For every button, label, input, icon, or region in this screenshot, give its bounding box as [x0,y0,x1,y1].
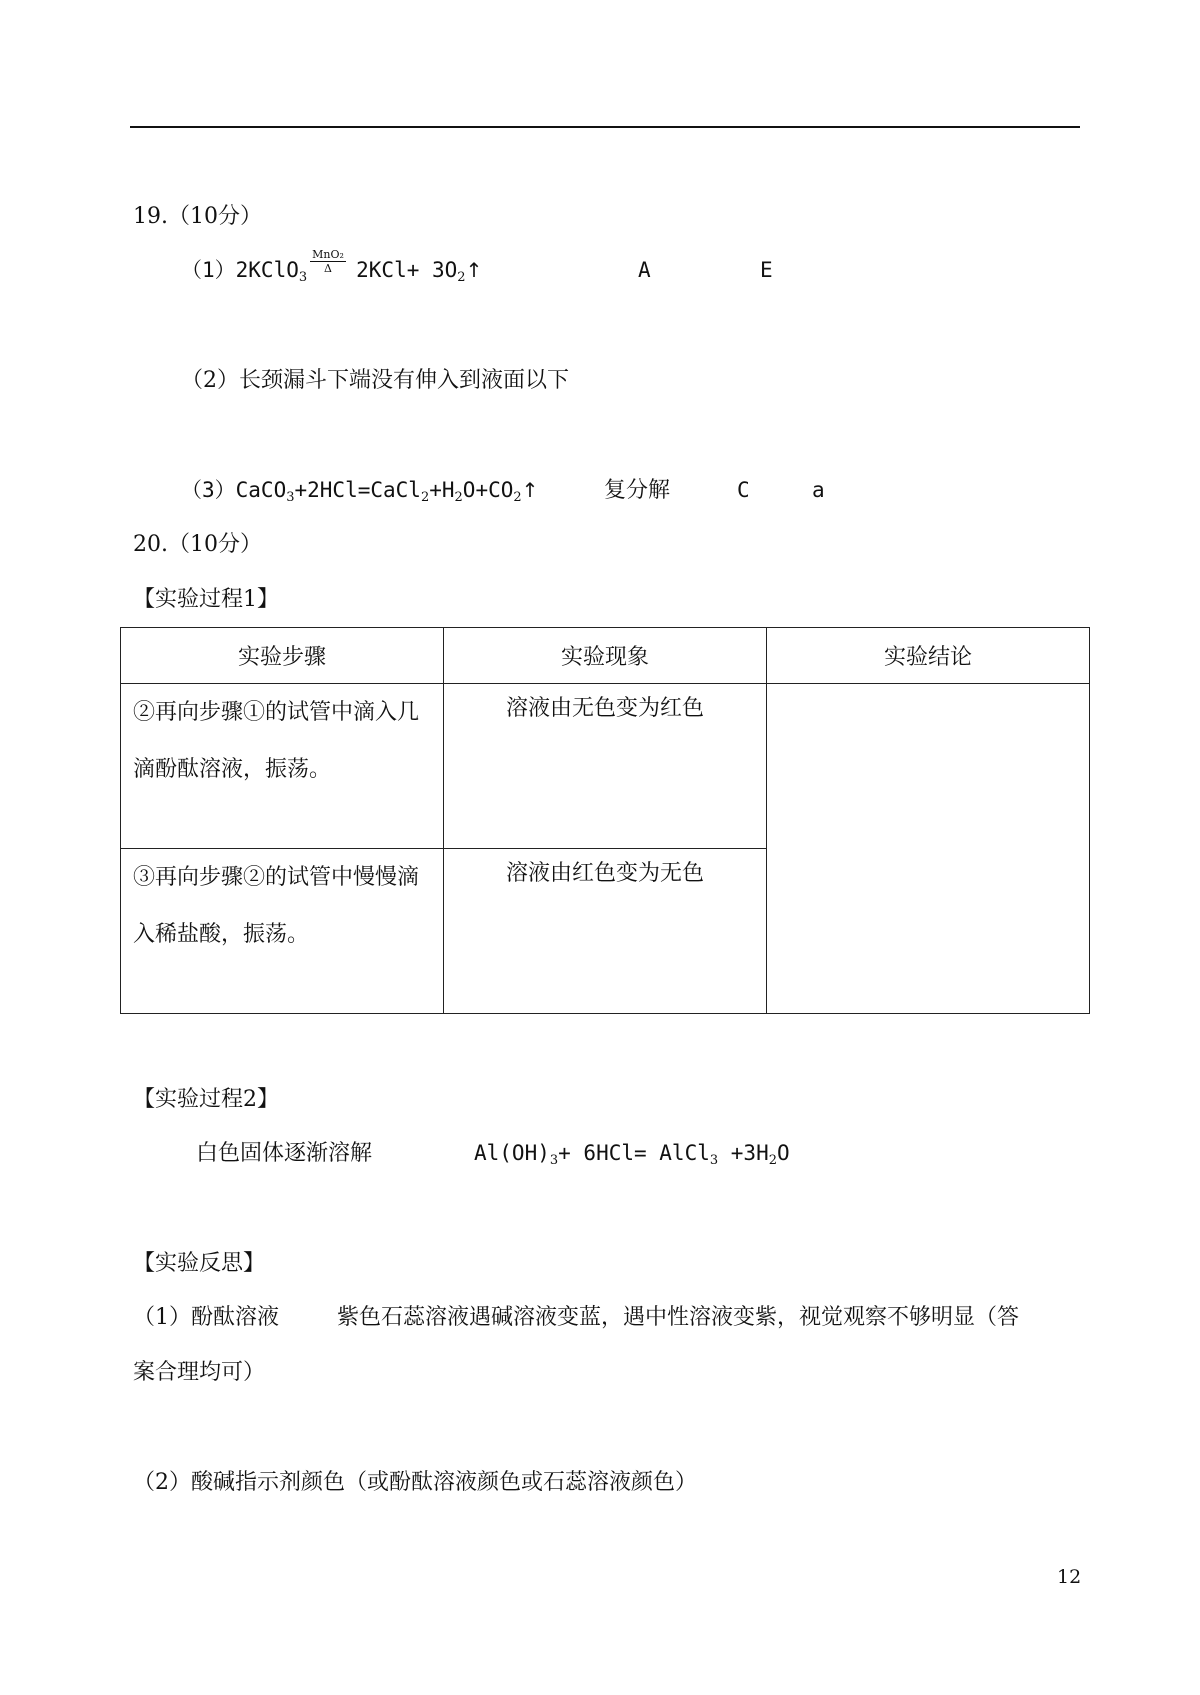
table-row [121,684,1090,849]
table-header-cell: 实验步骤 [121,628,444,684]
reaction-condition: MnO₂ Δ [310,249,346,274]
table-cell-step: ②再向步骤①的试管中滴入几滴酚酞溶液，振荡。 [121,684,444,849]
page-number: 12 [1057,1566,1082,1588]
up-arrow-icon: ↑ [521,478,539,502]
q19-part2: （2）长颈漏斗下端没有伸入到液面以下 [181,368,569,393]
q19-reaction-type: 复分解 [604,478,671,503]
q19-part1-equation: （1）2KClO$_3$ $2KCl+ 3O_2↑$ [181,258,483,285]
q20-process2-equation: $Al(OH)_3+ 6HCl=$ AlCl$_3$ $+3H_2O$ [474,1141,790,1168]
q19-heading: 19.（10分） [133,204,262,229]
experiment-table [120,627,1090,1014]
header-rule [130,126,1080,128]
q19-answer-a-lower: a [812,478,825,502]
table-cell-phenomenon: 溶液由无色变为红色 [444,684,767,849]
q20-reflection-1-label: （1）酚酞溶液 [133,1305,279,1330]
q19-part3-equation: $(3)CaCO_3+2HCl=CaCl_2+H_2O+CO_2↑$ [181,478,539,505]
q20-reflection-1-text-cont: 案合理均可） [133,1360,266,1385]
table-header-cell: 实验现象 [444,628,767,684]
table-cell-step: ③再向步骤②的试管中慢慢滴入稀盐酸，振荡。 [121,849,444,1014]
table-cell-phenomenon: 溶液由红色变为无色 [444,849,767,1014]
q20-heading: 20.（10分） [133,532,262,557]
q20-process1-title: 【实验过程1】 [133,587,279,612]
q20-reflection-2: （2）酸碱指示剂颜色（或酚酞溶液颜色或石蕊溶液颜色） [133,1470,697,1495]
q20-process2-phenomenon: 白色固体逐渐溶解 [196,1141,373,1166]
q20-process2-title: 【实验过程2】 [133,1087,279,1112]
q20-reflection-title: 【实验反思】 [133,1251,266,1276]
q19-answer-e: E [760,258,773,282]
table-cell-conclusion [767,684,1090,1014]
q20-reflection-1-text: 紫色石蕊溶液遇碱溶液变蓝，遇中性溶液变紫，视觉观察不够明显（答 [337,1305,1020,1330]
q19-answer-c: C [737,478,750,502]
q19-answer-a: A [638,258,651,282]
table-header-cell: 实验结论 [767,628,1090,684]
up-arrow-icon: ↑ [465,258,483,282]
